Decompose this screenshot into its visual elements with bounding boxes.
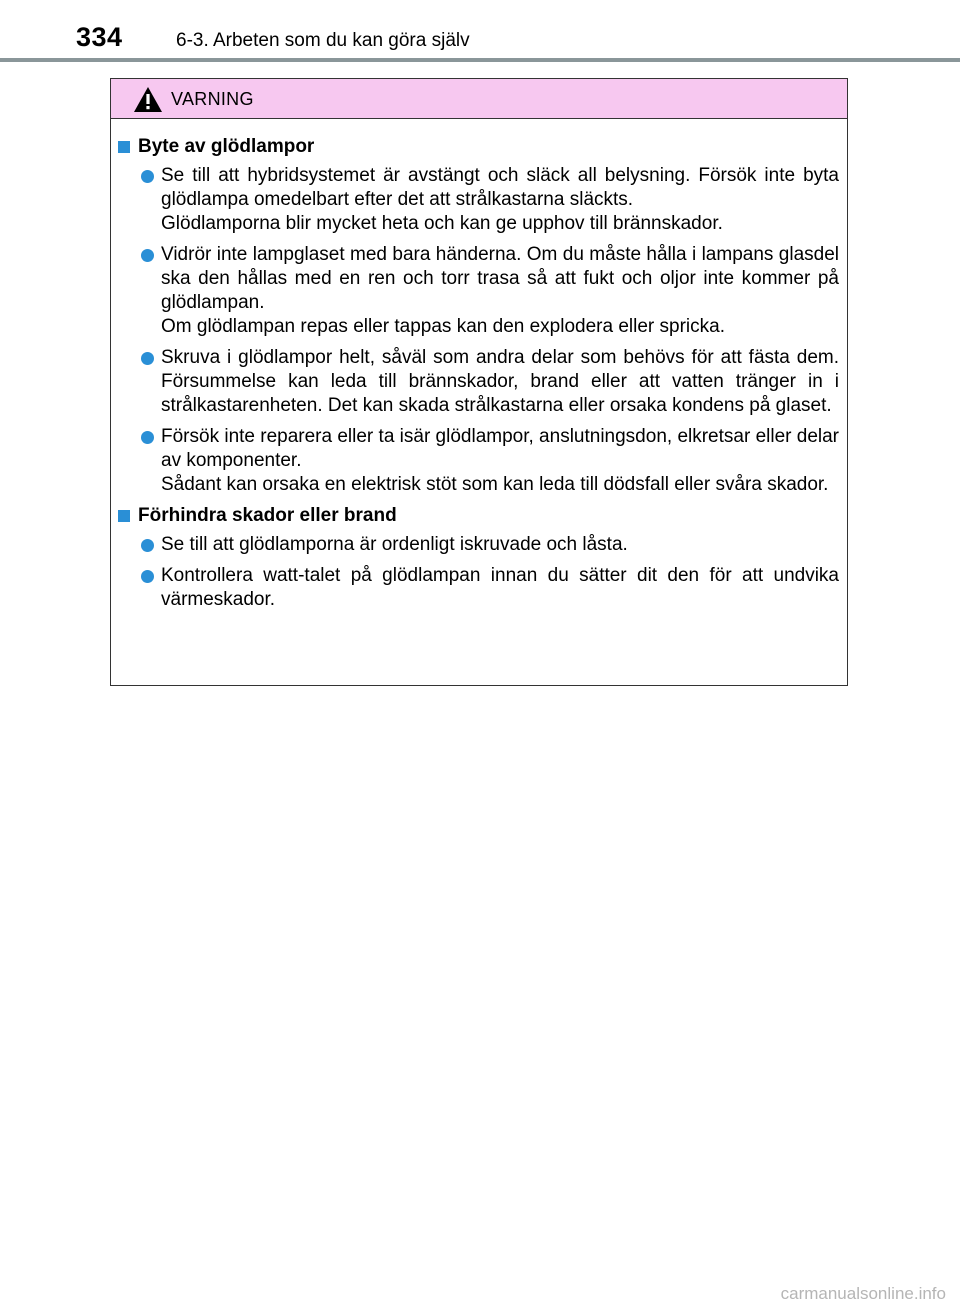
section-heading bbox=[117, 135, 839, 159]
round-bullet-icon bbox=[141, 570, 154, 583]
warning-triangle-icon bbox=[133, 86, 163, 113]
round-bullet-icon bbox=[141, 170, 154, 183]
list-item-text: Se till att hybridsystemet är avstängt och släck all belysning. Försök inte byta glödlampa omedelbart efter det att strålkastarna släckts. bbox=[161, 165, 839, 210]
list-item-text: Skruva i glödlampor helt, såväl som andra delar som behövs för att fästa dem. Försummelse kan leda till brännskador, brand eller att vatten tränger in i strålkastarenheten. Det kan skada strålkastarna eller orsaka kondens på glaset. bbox=[161, 347, 839, 416]
list-item-text: Vidrör inte lampglaset med bara händerna. Om du måste hålla i lampans glasdel ska den hållas med en ren och torr trasa så att fukt och oljor inte kommer på glödlampan. bbox=[161, 244, 839, 313]
list-item bbox=[117, 564, 839, 612]
list-item bbox=[117, 346, 839, 418]
list-item bbox=[117, 533, 839, 557]
list-item-text: Försök inte reparera eller ta isär glödlampor, anslutningsdon, elkretsar eller delar av komponenter. bbox=[161, 426, 840, 471]
round-bullet-icon bbox=[141, 539, 154, 552]
square-bullet-icon bbox=[118, 141, 130, 153]
page-number: 334 bbox=[76, 22, 123, 52]
section-heading-text: Byte av glödlampor bbox=[138, 136, 315, 157]
round-bullet-icon bbox=[141, 249, 154, 262]
warning-header bbox=[111, 79, 847, 119]
list-item bbox=[117, 243, 839, 339]
round-bullet-icon bbox=[141, 352, 154, 365]
list-item bbox=[117, 164, 839, 236]
list-item-text: Om glödlampan repas eller tappas kan den explodera eller spricka. bbox=[161, 316, 725, 337]
list-item-text: Kontrollera watt-talet på glödlampan innan du sätter dit den för att undvika värmeskador. bbox=[161, 565, 839, 610]
watermark: carmanualsonline.info bbox=[780, 1284, 946, 1303]
page-header bbox=[0, 0, 960, 64]
section-heading bbox=[117, 504, 839, 528]
list-item-text: Glödlamporna blir mycket heta och kan ge upphov till brännskador. bbox=[161, 213, 723, 234]
warning-box bbox=[110, 78, 848, 686]
warning-title: VARNING bbox=[171, 89, 254, 109]
list-item-text: Sådant kan orsaka en elektrisk stöt som kan leda till dödsfall eller svåra skador. bbox=[161, 474, 829, 495]
square-bullet-icon bbox=[118, 510, 130, 522]
section-title: 6-3. Arbeten som du kan göra själv bbox=[176, 30, 470, 51]
list-item bbox=[117, 425, 839, 497]
header-rule bbox=[0, 58, 960, 62]
section-heading-text: Förhindra skador eller brand bbox=[138, 505, 397, 526]
list-item-text: Se till att glödlamporna är ordenligt iskruvade och låsta. bbox=[161, 534, 628, 555]
round-bullet-icon bbox=[141, 431, 154, 444]
warning-body bbox=[111, 119, 847, 612]
